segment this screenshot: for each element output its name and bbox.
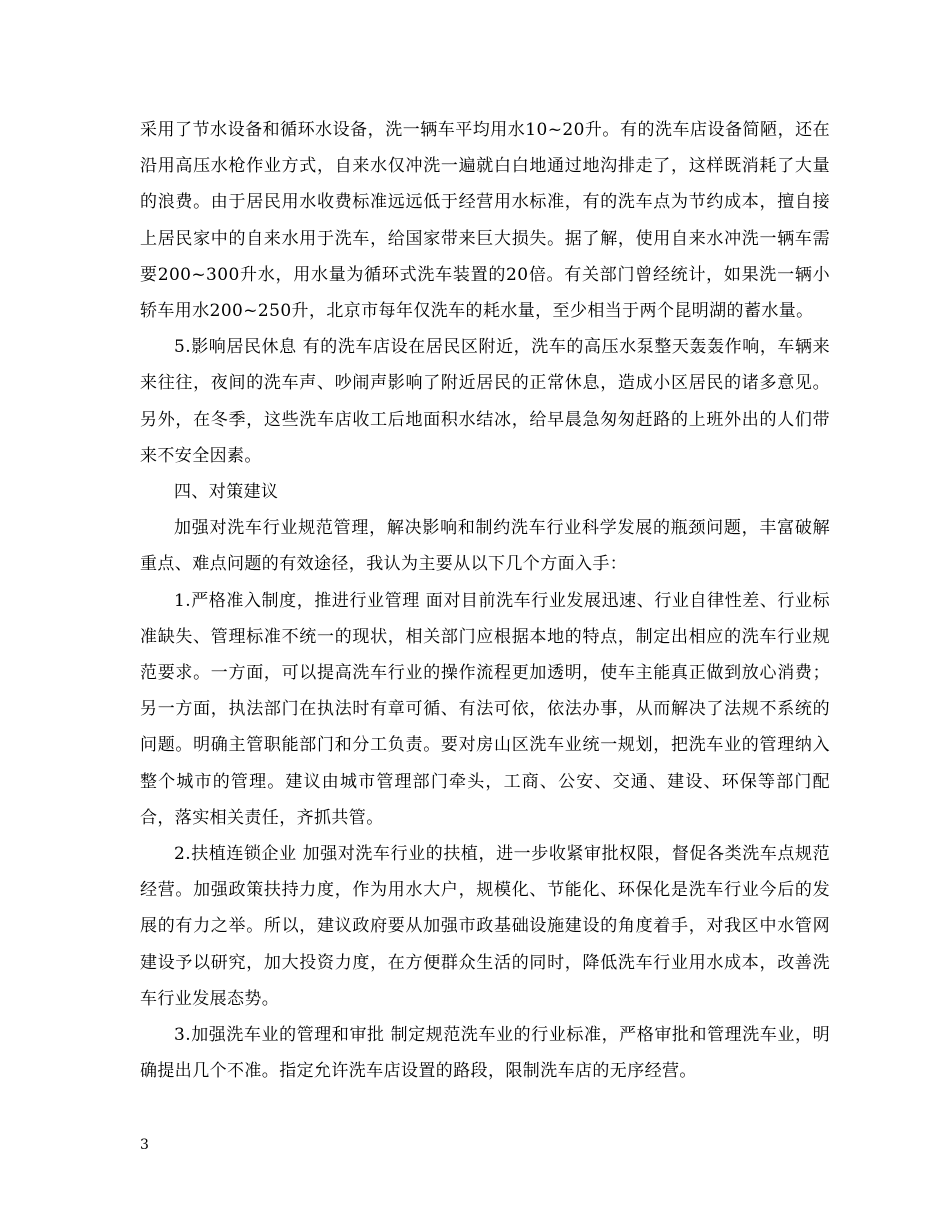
page-number: 3 <box>140 1137 149 1153</box>
document-body <box>140 112 830 1089</box>
paragraph-water-waste: 采用了节水设备和循环水设备，洗一辆车平均用水10~20升。有的洗车店设备简陋，还在沿用高压水枪作业方式，自来水仅冲洗一遍就白白地通过地沟排走了，这样既消耗了大量的浪费。由于居民用水收费标准远远低于经营用水标准，有的洗车点为节约成本，擅自接上居民家中的自来水用于洗车，给国家带来巨大损失。据了解，使用自来水冲洗一辆车需要200~300升水，用水量为循环式洗车装置的20倍。有关部门曾经统计，如果洗一辆小轿车用水200~250升，北京市每年仅洗车的耗水量，至少相当于两个昆明湖的蓄水量。 <box>140 120 830 322</box>
paragraph-resident-rest: 5.影响居民休息 有的洗车店设在居民区附近，洗车的高压水泵整天轰轰作响，车辆来来往往，夜间的洗车声、吵闹声影响了附近居民的正常休息，造成小区居民的诸多意见。另外，在冬季，这些洗车店收工后地面积水结冰，给早晨急匆匆赶路的上班外出的人们带来不安全因素。 <box>140 337 830 466</box>
paragraph-chain-enterprises: 2.扶植连锁企业 加强对洗车行业的扶植，进一步收紧审批权限，督促各类洗车点规范经营。加强政策扶持力度，作为用水大户，规模化、节能化、环保化是洗车行业今后的发展的有力之举。所以，建议政府要从加强市政基础设施建设的角度着手，对我区中水管网建设予以研究，加大投资力度，在方便群众生活的同时，降低洗车行业用水成本，改善洗车行业发展态势。 <box>140 844 830 1009</box>
paragraph-intro-countermeasures: 加强对洗车行业规范管理，解决影响和制约洗车行业科学发展的瓶颈问题，丰富破解重点、难点问题的有效途径，我认为主要从以下几个方面入手： <box>140 518 830 575</box>
section-heading-countermeasures: 四、对策建议 <box>174 482 279 503</box>
paragraph-access-system: 1.严格准入制度，推进行业管理 面对目前洗车行业发展迅速、行业自律性差、行业标准缺失、管理标准不统一的现状，相关部门应根据本地的特点，制定出相应的洗车行业规范要求。一方面，可以提高洗车行业的操作流程更加透明，使车主能真正做到放心消费；另一方面，执法部门在执法时有章可循、有法可依，依法办事，从而解决了法规不系统的问题。明确主管职能部门和分工负责。要对房山区洗车业统一规划，把洗车业的管理纳入整个城市的管理。建议由城市管理部门牵头，工商、公安、交通、建设、环保等部门配合，落实相关责任，齐抓共管。 <box>140 590 830 828</box>
paragraph-management-approval: 3.加强洗车业的管理和审批 制定规范洗车业的行业标准，严格审批和管理洗车业，明确提出几个不准。指定允许洗车店设置的路段，限制洗车店的无序经营。 <box>140 1025 830 1082</box>
